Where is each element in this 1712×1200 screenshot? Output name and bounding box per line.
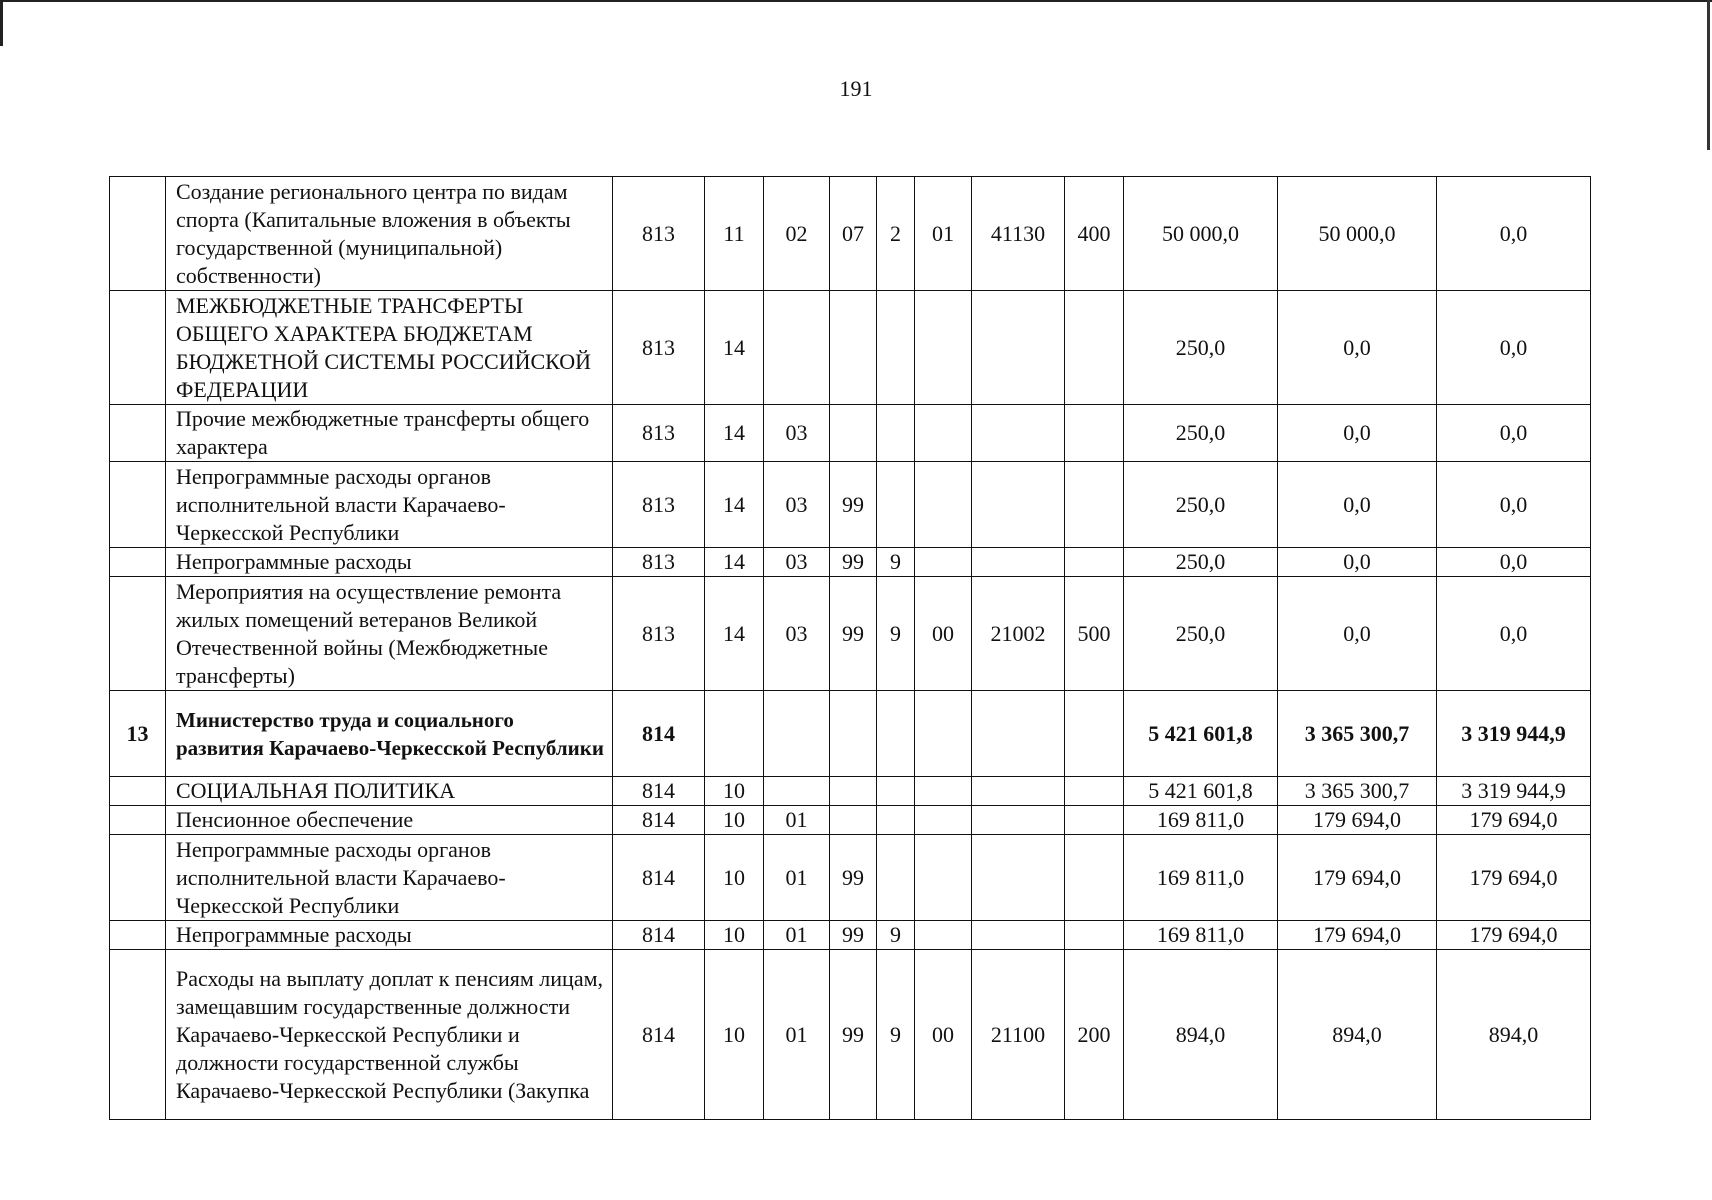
- cell-event: 00: [915, 950, 972, 1120]
- cell-amount-1: 250,0: [1124, 405, 1278, 462]
- cell-amount-3: 0,0: [1437, 462, 1591, 548]
- cell-program: [830, 405, 877, 462]
- cell-amount-2: 179 694,0: [1278, 806, 1437, 835]
- cell-name: Расходы на выплату доплат к пенсиям лицам, замещавшим государственные должности Карачаево-Черкесской Республики и должности государственной службы Карачаево-Черкесской Республики (Закупка: [166, 950, 613, 1120]
- cell-subsection: [764, 291, 830, 405]
- cell-section: 14: [705, 405, 764, 462]
- cell-expense-type: [1065, 921, 1124, 950]
- table-row: [110, 462, 1591, 548]
- cell-expense-type: [1065, 835, 1124, 921]
- cell-amount-1: 169 811,0: [1124, 806, 1278, 835]
- cell-amount-3: 179 694,0: [1437, 921, 1591, 950]
- cell-ministry-code: 813: [613, 548, 705, 577]
- cell-name: Непрограммные расходы органов исполнительной власти Карачаево-Черкесской Республики: [166, 835, 613, 921]
- cell-event: [915, 462, 972, 548]
- cell-direction: [972, 548, 1065, 577]
- cell-program: 99: [830, 577, 877, 691]
- cell-number: [110, 835, 166, 921]
- cell-subprogram: [877, 777, 915, 806]
- cell-section: [705, 691, 764, 777]
- cell-program: 99: [830, 921, 877, 950]
- cell-amount-1: 250,0: [1124, 548, 1278, 577]
- cell-expense-type: [1065, 291, 1124, 405]
- cell-direction: [972, 806, 1065, 835]
- cell-program: 99: [830, 548, 877, 577]
- cell-section: 10: [705, 950, 764, 1120]
- cell-amount-3: 179 694,0: [1437, 835, 1591, 921]
- cell-number: [110, 921, 166, 950]
- cell-section: 11: [705, 177, 764, 291]
- cell-subsection: [764, 777, 830, 806]
- cell-subprogram: 9: [877, 548, 915, 577]
- cell-name: Непрограммные расходы органов исполнительной власти Карачаево-Черкесской Республики: [166, 462, 613, 548]
- cell-subsection: 03: [764, 405, 830, 462]
- cell-amount-1: 169 811,0: [1124, 921, 1278, 950]
- scan-border-right: [1707, 0, 1710, 150]
- cell-ministry-code: 814: [613, 777, 705, 806]
- cell-number: [110, 462, 166, 548]
- cell-direction: 21002: [972, 577, 1065, 691]
- cell-name: Непрограммные расходы: [166, 548, 613, 577]
- cell-number: [110, 777, 166, 806]
- cell-section: 10: [705, 921, 764, 950]
- cell-event: [915, 921, 972, 950]
- cell-section: 14: [705, 548, 764, 577]
- cell-program: [830, 291, 877, 405]
- cell-expense-type: [1065, 806, 1124, 835]
- cell-amount-2: 50 000,0: [1278, 177, 1437, 291]
- cell-section: 10: [705, 835, 764, 921]
- cell-program: 99: [830, 835, 877, 921]
- cell-amount-1: 5 421 601,8: [1124, 691, 1278, 777]
- cell-amount-1: 169 811,0: [1124, 835, 1278, 921]
- cell-subsection: 01: [764, 806, 830, 835]
- cell-program: [830, 806, 877, 835]
- cell-expense-type: [1065, 777, 1124, 806]
- cell-amount-2: 0,0: [1278, 548, 1437, 577]
- cell-program: [830, 691, 877, 777]
- cell-name: Пенсионное обеспечение: [166, 806, 613, 835]
- cell-subsection: 03: [764, 548, 830, 577]
- cell-event: [915, 835, 972, 921]
- cell-ministry-code: 813: [613, 291, 705, 405]
- cell-name: СОЦИАЛЬНАЯ ПОЛИТИКА: [166, 777, 613, 806]
- cell-number: 13: [110, 691, 166, 777]
- cell-amount-2: 179 694,0: [1278, 921, 1437, 950]
- cell-subsection: 03: [764, 462, 830, 548]
- cell-event: [915, 548, 972, 577]
- cell-amount-1: 50 000,0: [1124, 177, 1278, 291]
- cell-event: 00: [915, 577, 972, 691]
- cell-expense-type: 200: [1065, 950, 1124, 1120]
- cell-amount-3: 0,0: [1437, 177, 1591, 291]
- cell-name: Министерство труда и социального развития Карачаево-Черкесской Республики: [166, 691, 613, 777]
- cell-amount-3: 0,0: [1437, 548, 1591, 577]
- cell-amount-2: 3 365 300,7: [1278, 691, 1437, 777]
- table-row-ministry: [110, 691, 1591, 777]
- cell-event: 01: [915, 177, 972, 291]
- cell-amount-2: 3 365 300,7: [1278, 777, 1437, 806]
- cell-name: Создание регионального центра по видам спорта (Капитальные вложения в объекты государственной (муниципальной) собственности): [166, 177, 613, 291]
- cell-event: [915, 777, 972, 806]
- cell-expense-type: 400: [1065, 177, 1124, 291]
- cell-ministry-code: 813: [613, 462, 705, 548]
- cell-subprogram: 9: [877, 921, 915, 950]
- cell-amount-1: 894,0: [1124, 950, 1278, 1120]
- scan-border-top: [0, 0, 1712, 2]
- cell-section: 14: [705, 291, 764, 405]
- cell-ministry-code: 814: [613, 806, 705, 835]
- table-row: [110, 806, 1591, 835]
- cell-expense-type: [1065, 405, 1124, 462]
- cell-subprogram: 9: [877, 950, 915, 1120]
- cell-name: Непрограммные расходы: [166, 921, 613, 950]
- cell-amount-1: 250,0: [1124, 577, 1278, 691]
- cell-amount-3: 3 319 944,9: [1437, 691, 1591, 777]
- page-number: 191: [839, 76, 873, 101]
- cell-program: 99: [830, 950, 877, 1120]
- cell-subprogram: [877, 806, 915, 835]
- cell-number: [110, 177, 166, 291]
- cell-expense-type: [1065, 691, 1124, 777]
- cell-number: [110, 950, 166, 1120]
- cell-amount-2: 0,0: [1278, 462, 1437, 548]
- cell-ministry-code: 813: [613, 405, 705, 462]
- cell-amount-2: 0,0: [1278, 291, 1437, 405]
- cell-amount-3: 3 319 944,9: [1437, 777, 1591, 806]
- cell-section: 10: [705, 777, 764, 806]
- cell-subsection: 02: [764, 177, 830, 291]
- table-row: [110, 921, 1591, 950]
- cell-ministry-code: 814: [613, 950, 705, 1120]
- table-row: [110, 548, 1591, 577]
- cell-amount-3: 0,0: [1437, 405, 1591, 462]
- cell-ministry-code: 813: [613, 577, 705, 691]
- cell-number: [110, 405, 166, 462]
- cell-section: 14: [705, 462, 764, 548]
- cell-subprogram: 9: [877, 577, 915, 691]
- cell-direction: [972, 835, 1065, 921]
- cell-subsection: 01: [764, 921, 830, 950]
- cell-direction: 41130: [972, 177, 1065, 291]
- cell-ministry-code: 813: [613, 177, 705, 291]
- cell-number: [110, 291, 166, 405]
- scan-border-left: [0, 0, 3, 46]
- cell-amount-2: 179 694,0: [1278, 835, 1437, 921]
- cell-subprogram: [877, 691, 915, 777]
- cell-subsection: [764, 691, 830, 777]
- cell-event: [915, 291, 972, 405]
- cell-amount-3: 894,0: [1437, 950, 1591, 1120]
- table-row: [110, 177, 1591, 291]
- cell-event: [915, 405, 972, 462]
- cell-amount-2: 0,0: [1278, 577, 1437, 691]
- budget-table: [109, 176, 1591, 1120]
- table-row: [110, 835, 1591, 921]
- table-row: [110, 777, 1591, 806]
- cell-event: [915, 691, 972, 777]
- cell-direction: [972, 691, 1065, 777]
- cell-subsection: 03: [764, 577, 830, 691]
- table-row: [110, 577, 1591, 691]
- cell-subprogram: [877, 405, 915, 462]
- cell-amount-3: 0,0: [1437, 577, 1591, 691]
- cell-amount-2: 894,0: [1278, 950, 1437, 1120]
- cell-expense-type: [1065, 462, 1124, 548]
- cell-amount-1: 250,0: [1124, 291, 1278, 405]
- cell-amount-3: 179 694,0: [1437, 806, 1591, 835]
- cell-ministry-code: 814: [613, 921, 705, 950]
- cell-name: МЕЖБЮДЖЕТНЫЕ ТРАНСФЕРТЫ ОБЩЕГО ХАРАКТЕРА БЮДЖЕТАМ БЮДЖЕТНОЙ СИСТЕМЫ РОССИЙСКОЙ ФЕДЕРАЦИИ: [166, 291, 613, 405]
- cell-program: 99: [830, 462, 877, 548]
- cell-subprogram: 2: [877, 177, 915, 291]
- cell-subprogram: [877, 835, 915, 921]
- cell-subsection: 01: [764, 835, 830, 921]
- cell-section: 10: [705, 806, 764, 835]
- cell-amount-2: 0,0: [1278, 405, 1437, 462]
- cell-subsection: 01: [764, 950, 830, 1120]
- cell-ministry-code: 814: [613, 691, 705, 777]
- cell-amount-1: 5 421 601,8: [1124, 777, 1278, 806]
- cell-amount-3: 0,0: [1437, 291, 1591, 405]
- cell-name: Мероприятия на осуществление ремонта жилых помещений ветеранов Великой Отечественной войны (Межбюджетные трансферты): [166, 577, 613, 691]
- cell-direction: [972, 921, 1065, 950]
- cell-subprogram: [877, 291, 915, 405]
- cell-direction: [972, 291, 1065, 405]
- table-row: [110, 405, 1591, 462]
- cell-expense-type: 500: [1065, 577, 1124, 691]
- cell-direction: [972, 405, 1065, 462]
- cell-direction: [972, 462, 1065, 548]
- cell-number: [110, 548, 166, 577]
- cell-number: [110, 806, 166, 835]
- cell-program: [830, 777, 877, 806]
- cell-event: [915, 806, 972, 835]
- table-row: [110, 950, 1591, 1120]
- cell-direction: [972, 777, 1065, 806]
- cell-number: [110, 577, 166, 691]
- cell-program: 07: [830, 177, 877, 291]
- cell-ministry-code: 814: [613, 835, 705, 921]
- table-row: [110, 291, 1591, 405]
- cell-subprogram: [877, 462, 915, 548]
- cell-direction: 21100: [972, 950, 1065, 1120]
- cell-expense-type: [1065, 548, 1124, 577]
- cell-section: 14: [705, 577, 764, 691]
- cell-name: Прочие межбюджетные трансферты общего характера: [166, 405, 613, 462]
- cell-amount-1: 250,0: [1124, 462, 1278, 548]
